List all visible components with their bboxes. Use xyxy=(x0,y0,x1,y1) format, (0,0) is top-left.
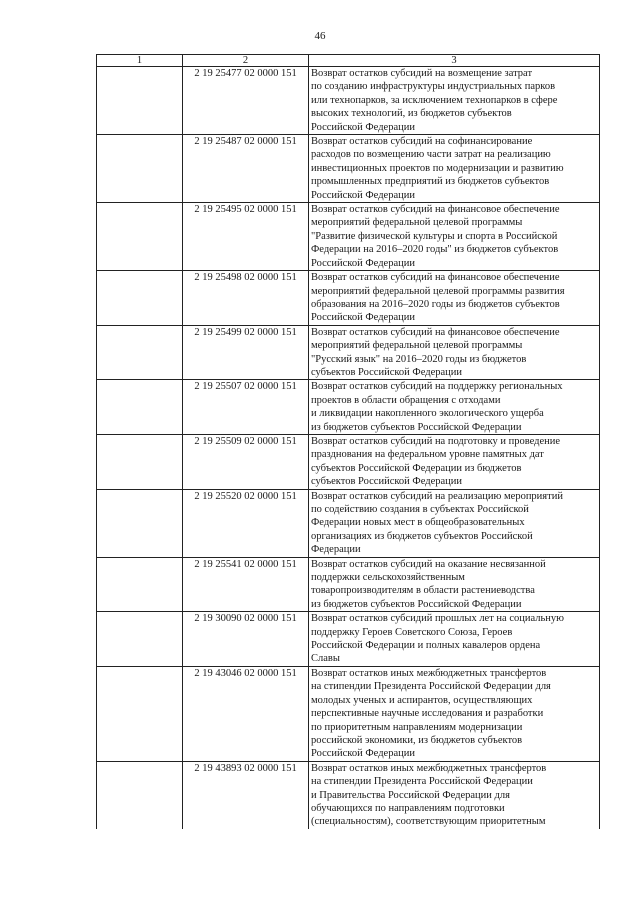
table-row xyxy=(97,67,600,135)
description-line: мероприятий федеральной целевой программы xyxy=(311,340,523,352)
row-number-cell xyxy=(97,67,183,135)
budget-code-cell: 2 19 25509 02 0000 151 xyxy=(183,434,309,489)
row-number-cell xyxy=(97,612,183,667)
description-line: субъектов Российской Федерации xyxy=(311,476,463,488)
description-line: Федерации на 2016–2020 годы" из бюджетов субъектов xyxy=(311,244,559,256)
description-cell xyxy=(309,67,600,135)
description-line: поддержку Героев Советского Союза, Героев xyxy=(311,626,513,638)
description-line: Российской Федерации xyxy=(311,257,415,269)
description-line: на стипендии Президента Российской Федерации для xyxy=(311,681,551,693)
description-line: "Развитие физической культуры и спорта в Российской xyxy=(311,230,558,242)
description-line: Российской Федерации xyxy=(311,121,415,133)
row-number-cell xyxy=(97,761,183,829)
budget-code-cell: 2 19 25487 02 0000 151 xyxy=(183,135,309,203)
description-line: Возврат остатков иных межбюджетных трансфертов xyxy=(311,762,547,774)
table-row xyxy=(97,666,600,761)
description-line: по приоритетным направлениям модернизации xyxy=(311,721,523,733)
table-row xyxy=(97,434,600,489)
table-row xyxy=(97,203,600,271)
table-header-row xyxy=(97,55,600,67)
description-line: Возврат остатков субсидий на оказание несвязанной xyxy=(311,558,546,570)
budget-code-cell: 2 19 25498 02 0000 151 xyxy=(183,271,309,326)
description-cell xyxy=(309,135,600,203)
description-line: товаропроизводителям в области растениеводства xyxy=(311,585,535,597)
description-line: мероприятий федеральной целевой программы развития xyxy=(311,285,565,297)
description-line: молодых ученых и аспирантов, осуществляющих xyxy=(311,694,533,706)
description-line: инвестиционных проектов по модернизации и развитию xyxy=(311,162,564,174)
description-line: из бюджетов субъектов Российской Федерации xyxy=(311,421,522,433)
row-number-cell xyxy=(97,434,183,489)
budget-code-cell: 2 19 43893 02 0000 151 xyxy=(183,761,309,829)
row-number-cell xyxy=(97,325,183,380)
table-row xyxy=(97,135,600,203)
table-row xyxy=(97,325,600,380)
description-line: Возврат остатков субсидий на софинансирование xyxy=(311,136,533,148)
description-line: российской экономики, из бюджетов субъектов xyxy=(311,734,523,746)
description-line: Возврат остатков субсидий на финансовое обеспечение xyxy=(311,326,560,338)
table-row xyxy=(97,761,600,829)
description-line: Возврат остатков субсидий на реализацию мероприятий xyxy=(311,490,563,502)
table-row xyxy=(97,557,600,612)
description-line: из бюджетов субъектов Российской Федерации xyxy=(311,598,522,610)
description-cell xyxy=(309,203,600,271)
description-line: празднования на федеральном уровне памятных дат xyxy=(311,449,544,461)
table-body xyxy=(97,67,600,829)
description-line: расходов по возмещению части затрат на реализацию xyxy=(311,149,551,161)
description-line: Российской Федерации xyxy=(311,312,415,324)
description-cell xyxy=(309,325,600,380)
budget-code-cell: 2 19 43046 02 0000 151 xyxy=(183,666,309,761)
description-line: поддержки сельскохозяйственным xyxy=(311,572,465,584)
description-line: и Правительства Российской Федерации для xyxy=(311,789,510,801)
description-cell xyxy=(309,612,600,667)
description-line: Возврат остатков субсидий на подготовку и проведение xyxy=(311,435,561,447)
description-line: организациях из бюджетов субъектов Российской xyxy=(311,530,533,542)
description-line: на стипендии Президента Российской Федерации xyxy=(311,776,533,788)
budget-codes-table xyxy=(96,54,600,829)
description-line: Федерации xyxy=(311,544,361,556)
description-cell xyxy=(309,666,600,761)
column-header-3: 3 xyxy=(309,55,600,67)
description-line: Возврат остатков субсидий прошлых лет на социальную xyxy=(311,613,564,625)
description-line: по содействию создания в субъектах Российской xyxy=(311,504,529,515)
budget-code-cell: 2 19 25477 02 0000 151 xyxy=(183,67,309,135)
description-line: и ликвидации накопленного экологического ущерба xyxy=(311,408,544,420)
description-cell xyxy=(309,761,600,829)
page-number: 46 xyxy=(314,30,326,42)
description-cell xyxy=(309,557,600,612)
row-number-cell xyxy=(97,203,183,271)
description-line: субъектов Российской Федерации из бюджетов xyxy=(311,462,522,474)
description-cell xyxy=(309,489,600,557)
column-header-1: 1 xyxy=(97,55,183,67)
description-line: Федерации новых мест в общеобразовательных xyxy=(311,517,525,529)
row-number-cell xyxy=(97,489,183,557)
description-line: Возврат остатков субсидий на поддержку региональных xyxy=(311,381,563,393)
description-line: перспективные научные исследования и разработки xyxy=(311,708,544,720)
description-line: по созданию инфраструктуры индустриальных парков xyxy=(311,81,556,93)
description-line: или технопарков, за исключением технопарков в сфере xyxy=(311,94,558,106)
description-line: образования на 2016–2020 годы из бюджетов субъектов xyxy=(311,298,560,310)
column-header-2: 2 xyxy=(183,55,309,67)
budget-code-cell: 2 19 25495 02 0000 151 xyxy=(183,203,309,271)
description-cell xyxy=(309,271,600,326)
description-line: Российской Федерации xyxy=(311,189,415,201)
description-line: обучающихся по направлениям подготовки xyxy=(311,802,505,814)
description-line: проектов в области обращения с отходами xyxy=(311,394,501,406)
description-cell xyxy=(309,380,600,435)
table-row xyxy=(97,612,600,667)
table-row xyxy=(97,380,600,435)
description-line: Возврат остатков субсидий на возмещение затрат xyxy=(311,68,533,79)
row-number-cell xyxy=(97,666,183,761)
description-line: Возврат остатков субсидий на финансовое обеспечение xyxy=(311,272,560,284)
table-row xyxy=(97,271,600,326)
description-line: Российской Федерации xyxy=(311,748,415,760)
description-line: Возврат остатков иных межбюджетных трансфертов xyxy=(311,667,547,679)
description-cell xyxy=(309,434,600,489)
budget-code-cell: 2 19 25520 02 0000 151 xyxy=(183,489,309,557)
row-number-cell xyxy=(97,380,183,435)
row-number-cell xyxy=(97,271,183,326)
description-line: промышленных предприятий из бюджетов субъектов xyxy=(311,176,550,188)
row-number-cell xyxy=(97,557,183,612)
description-line: мероприятий федеральной целевой программы xyxy=(311,217,523,229)
description-line: высоких технологий, из бюджетов субъектов xyxy=(311,108,512,120)
description-line: субъектов Российской Федерации xyxy=(311,366,463,378)
row-number-cell xyxy=(97,135,183,203)
budget-code-cell: 2 19 30090 02 0000 151 xyxy=(183,612,309,667)
table-row xyxy=(97,489,600,557)
budget-code-cell: 2 19 25541 02 0000 151 xyxy=(183,557,309,612)
description-line: (специальностям), соответствующим приоритетным xyxy=(311,816,546,828)
description-line: Славы xyxy=(311,653,340,665)
budget-code-cell: 2 19 25507 02 0000 151 xyxy=(183,380,309,435)
description-line: "Русский язык" на 2016–2020 годы из бюджетов xyxy=(311,353,527,365)
description-line: Российской Федерации и полных кавалеров ордена xyxy=(311,640,541,652)
budget-code-cell: 2 19 25499 02 0000 151 xyxy=(183,325,309,380)
description-line: Возврат остатков субсидий на финансовое обеспечение xyxy=(311,204,560,216)
